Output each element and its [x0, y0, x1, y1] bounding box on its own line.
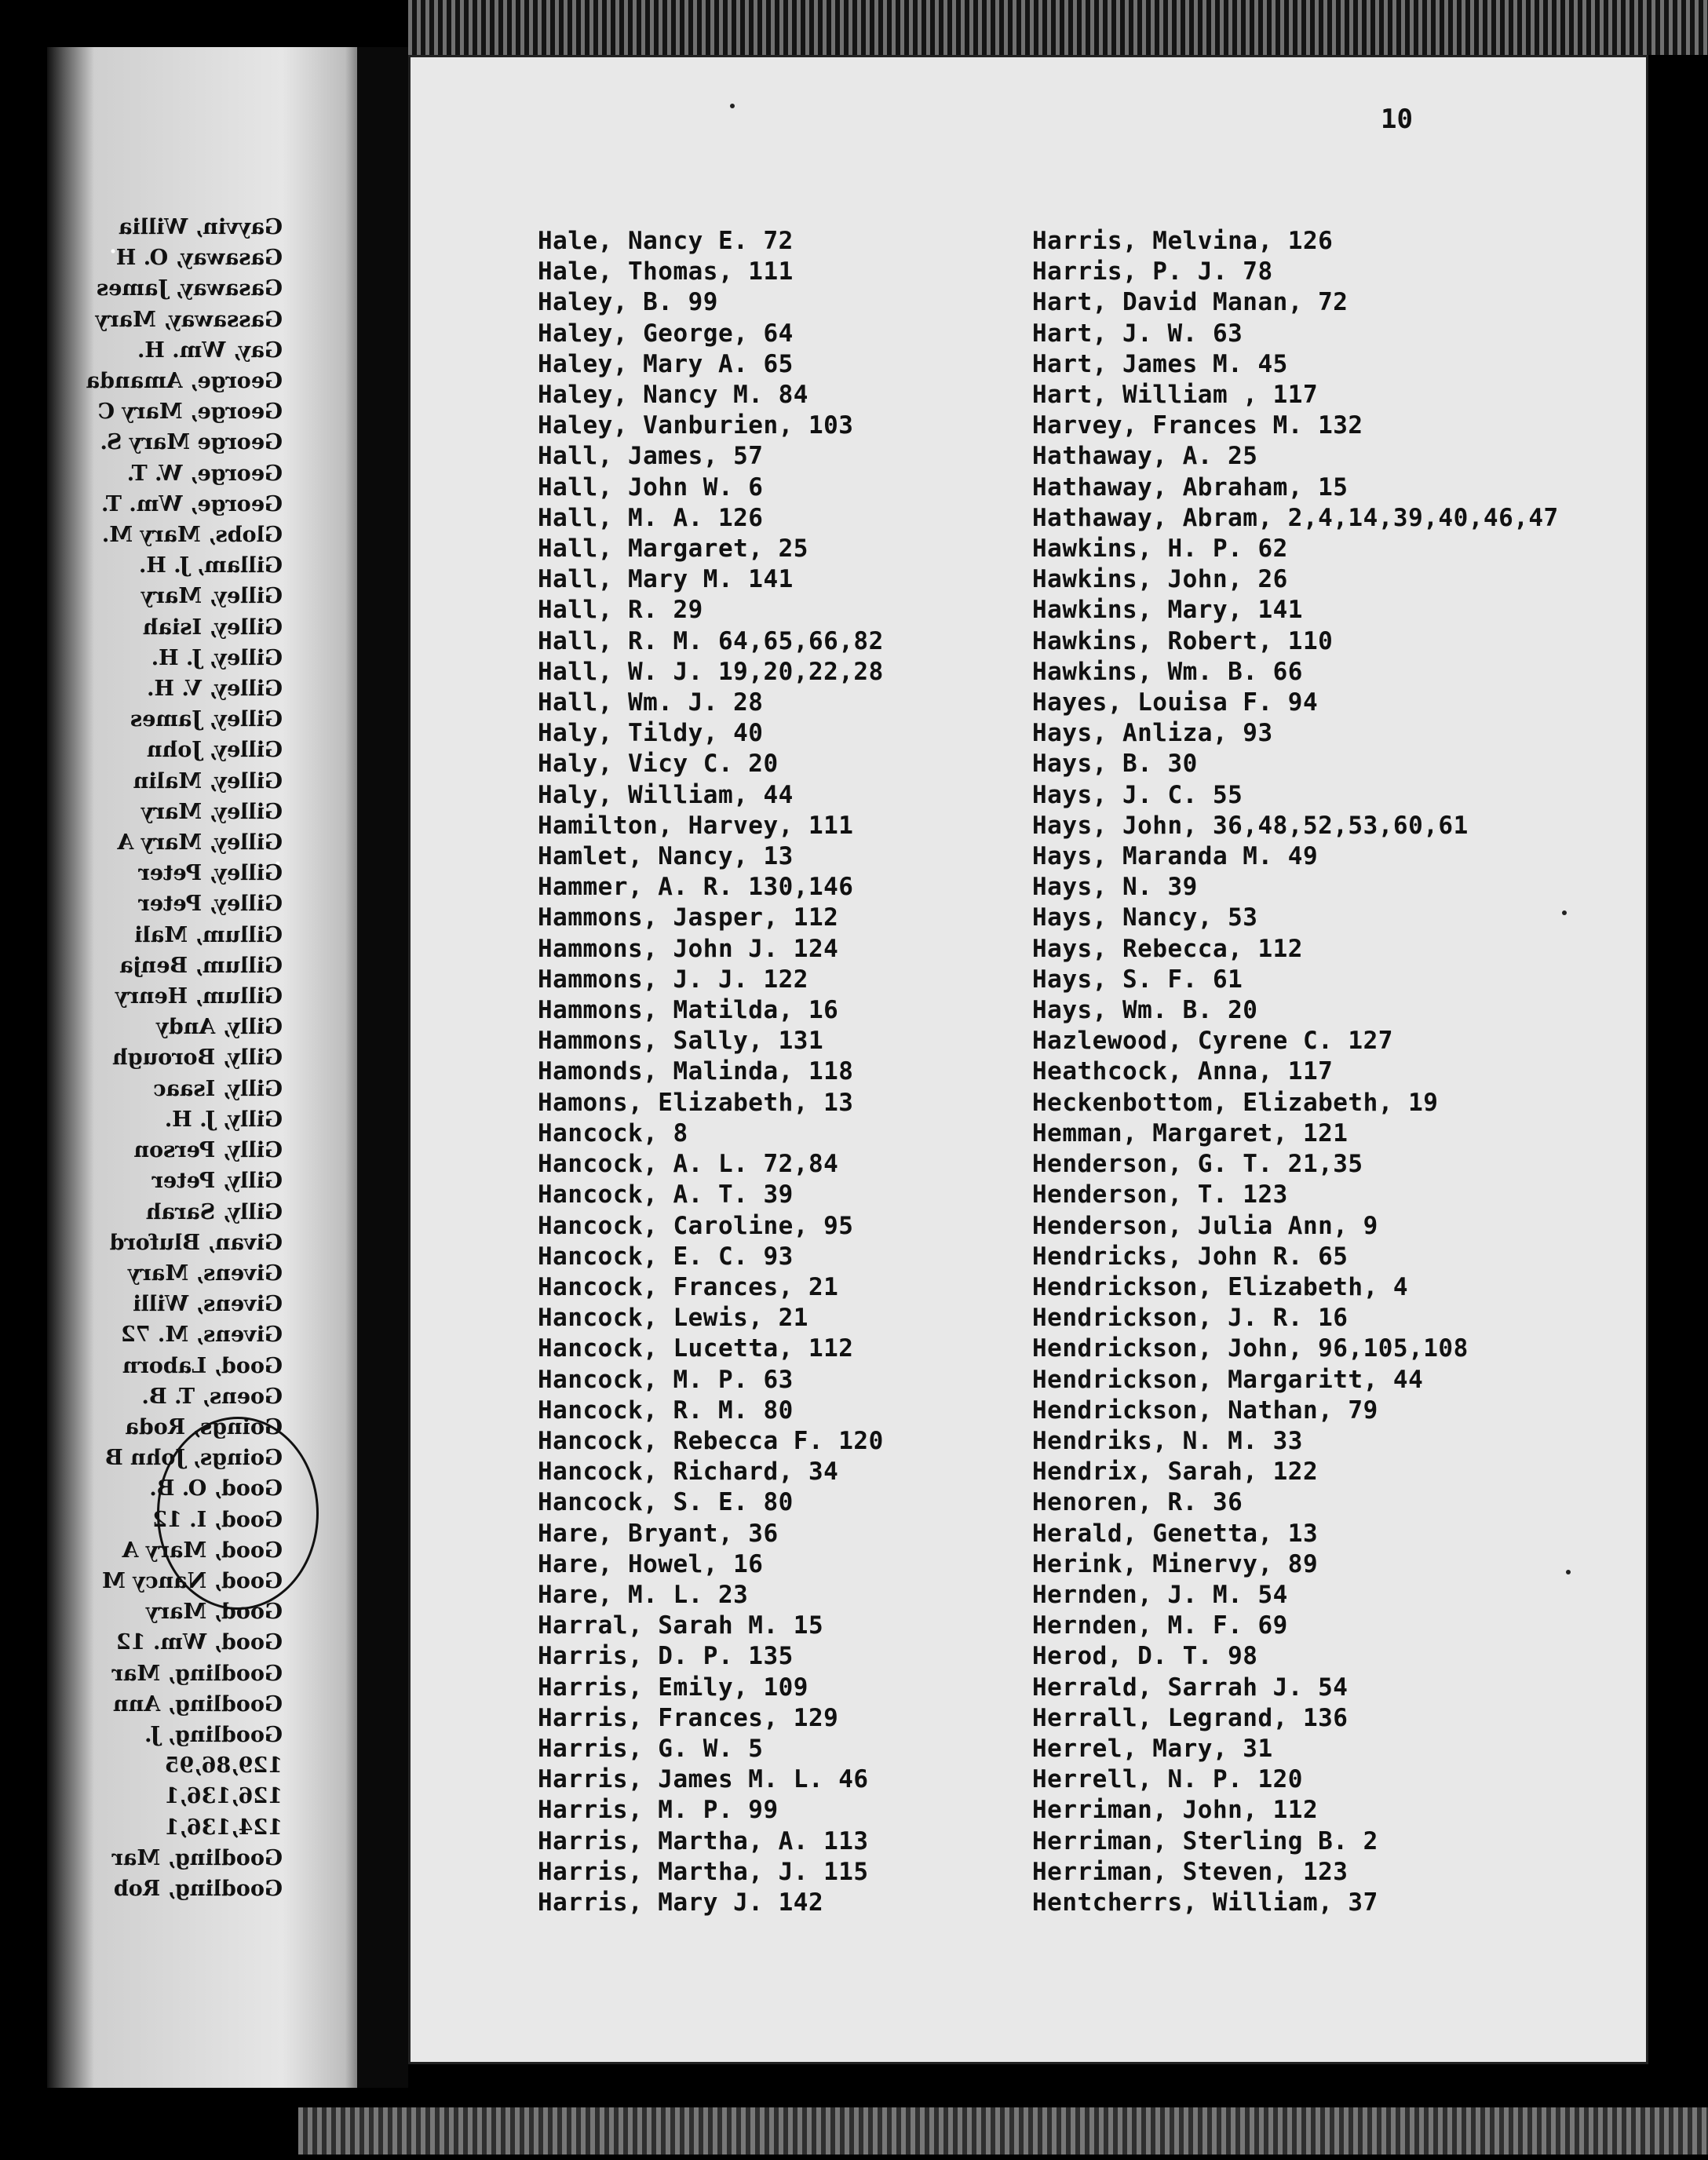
mirrored-line: Goodling, Mar: [111, 1661, 283, 1686]
index-left-entry: Harral, Sarah M. 15: [538, 1611, 824, 1640]
mirrored-line: Goings, John B: [104, 1446, 283, 1471]
mirrored-line: Good, Mary A: [122, 1538, 283, 1563]
index-left-entry: Harris, Mary J. 142: [538, 1888, 824, 1917]
mirrored-line: Gasaway, O. H: [115, 246, 283, 271]
index-left-entry: Hamons, Elizabeth, 13: [538, 1088, 854, 1117]
mirrored-line: George Mary S.: [100, 430, 283, 455]
index-left-entry: Harris, Martha, J. 115: [538, 1857, 869, 1886]
index-right-entry: Hazlewood, Cyrene C. 127: [1032, 1027, 1393, 1056]
mirrored-line: Gilley, Peter: [138, 861, 283, 886]
index-page: [408, 55, 1648, 2064]
index-right-entry: Hart, James M. 45: [1032, 349, 1288, 378]
index-left-entry: Hare, M. L. 23: [538, 1580, 749, 1609]
mirrored-line: Gasaway, James: [96, 276, 283, 301]
index-left-entry: Hancock, S. E. 80: [538, 1488, 794, 1517]
mirrored-line: Good, I. 12: [152, 1507, 283, 1532]
index-left-entry: Harris, James M. L. 46: [538, 1765, 869, 1794]
index-right-entry: Herriman, John, 112: [1032, 1796, 1319, 1825]
mirrored-line: Goodling, J.: [144, 1722, 283, 1747]
index-left-entry: Harris, Martha, A. 113: [538, 1826, 869, 1855]
mirrored-line: Givens, Willi: [133, 1292, 283, 1317]
mirrored-text: [78, 212, 283, 1904]
index-left-entry: Haley, Vanburien, 103: [538, 411, 854, 440]
binding-gutter: [357, 47, 408, 2088]
mirrored-line: George, Wm. T.: [100, 491, 283, 516]
mirrored-line: Gillum, Mali: [134, 922, 283, 947]
index-left-entry: Haley, Nancy M. 84: [538, 381, 808, 410]
mirrored-line: Gilley, J. H.: [151, 645, 283, 670]
index-right-entry: Hendricks, John R. 65: [1032, 1242, 1349, 1271]
index-right-entry: Hays, Anliza, 93: [1032, 719, 1273, 748]
index-right-entry: Hathaway, A. 25: [1032, 442, 1258, 471]
index-left-entry: Hall, R. 29: [538, 596, 703, 625]
index-left-entry: Hammons, John J. 124: [538, 934, 839, 963]
mirrored-line: Good, Wm. 12: [115, 1630, 283, 1655]
index-left-entry: Hancock, Lucetta, 112: [538, 1334, 854, 1363]
index-left-entry: Haly, Tildy, 40: [538, 719, 764, 748]
index-right-entry: Harris, P. J. 78: [1032, 257, 1273, 286]
index-right-entry: Hendrickson, Elizabeth, 4: [1032, 1272, 1409, 1301]
index-right-entry: Harris, Melvina, 126: [1032, 227, 1334, 255]
index-right-entry: Hendrickson, Nathan, 79: [1032, 1396, 1378, 1425]
index-left-entry: Hancock, Caroline, 95: [538, 1211, 854, 1240]
index-right-entry: Henderson, G. T. 21,35: [1032, 1150, 1363, 1179]
index-right-entry: Harvey, Frances M. 132: [1032, 411, 1363, 440]
index-right-entry: Hentcherrs, William, 37: [1032, 1888, 1378, 1917]
index-right-entry: Herrel, Mary, 31: [1032, 1734, 1273, 1763]
index-right-entry: Herrell, N. P. 120: [1032, 1765, 1303, 1794]
index-left-entry: Hancock, Frances, 21: [538, 1272, 839, 1301]
index-right-entry: Heckenbottom, Elizabeth, 19: [1032, 1088, 1439, 1117]
mirrored-line: Gayvin, Willia: [119, 215, 283, 239]
index-right-entry: Hendrix, Sarah, 122: [1032, 1458, 1319, 1487]
mirrored-line: Gilley, Mary: [141, 799, 283, 824]
index-left-entry: Hancock, Richard, 34: [538, 1458, 839, 1487]
index-left-entry: Hancock, Rebecca F. 120: [538, 1426, 884, 1455]
index-left-entry: Haley, B. 99: [538, 288, 718, 317]
mirrored-line: Goodling, Ann: [113, 1691, 283, 1717]
index-right-entry: Hays, S. F. 61: [1032, 965, 1243, 994]
index-right-entry: Herink, Minervy, 89: [1032, 1549, 1319, 1578]
mirrored-line: Globs, Mary M.: [101, 523, 283, 548]
facing-page-bleed: [47, 47, 377, 2088]
index-left-entry: Hammer, A. R. 130,146: [538, 873, 854, 902]
mirrored-line: Gilley, John: [147, 738, 283, 763]
mirrored-line: 129,86,95: [164, 1753, 283, 1779]
index-right-entry: Herriman, Sterling B. 2: [1032, 1826, 1378, 1855]
index-left-entry: Hancock, Lewis, 21: [538, 1304, 808, 1333]
mirrored-line: Gilley, James: [130, 707, 283, 732]
index-left-entry: Hancock, A. T. 39: [538, 1180, 794, 1210]
index-right-entry: Hart, J. W. 63: [1032, 319, 1243, 348]
index-left-entry: Hamilton, Harvey, 111: [538, 811, 854, 840]
ink-speck: [1566, 1570, 1571, 1574]
index-column-right: [1032, 226, 1597, 1918]
scan-top-edge: [408, 0, 1708, 55]
mirrored-line: Gilley, Mary: [141, 584, 283, 609]
index-left-entry: Hall, R. M. 64,65,66,82: [538, 626, 884, 655]
index-right-entry: Hays, Wm. B. 20: [1032, 996, 1258, 1025]
mirrored-line: Good, Mary: [145, 1600, 283, 1625]
mirrored-line: Gilly, J. H.: [164, 1107, 283, 1132]
index-right-entry: Hawkins, John, 26: [1032, 565, 1288, 594]
index-left-entry: Harris, M. P. 99: [538, 1796, 779, 1825]
index-right-entry: Henderson, Julia Ann, 9: [1032, 1211, 1378, 1240]
index-left-entry: Hare, Howel, 16: [538, 1549, 764, 1578]
index-right-entry: Hart, William , 117: [1032, 381, 1319, 410]
scan-bottom-edge: [298, 2107, 1708, 2155]
index-left-entry: Harris, G. W. 5: [538, 1734, 764, 1763]
index-right-entry: Hays, Rebecca, 112: [1032, 934, 1303, 963]
mirrored-line: Gilly, Peter: [151, 1169, 283, 1194]
index-right-entry: Herald, Genetta, 13: [1032, 1519, 1319, 1548]
index-left-entry: Hammons, J. J. 122: [538, 965, 808, 994]
mirrored-line: Good, Nancy M: [102, 1568, 283, 1593]
index-left-entry: Hall, John W. 6: [538, 472, 764, 502]
mirrored-line: Gillum, Henry: [115, 984, 283, 1009]
index-right-entry: Herod, D. T. 98: [1032, 1642, 1258, 1671]
index-left-entry: Hall, James, 57: [538, 442, 764, 471]
index-right-entry: Hernden, M. F. 69: [1032, 1611, 1288, 1640]
index-right-entry: Hathaway, Abram, 2,4,14,39,40,46,47: [1032, 503, 1559, 532]
index-left-entry: Hammons, Sally, 131: [538, 1027, 824, 1056]
mirrored-line: Givens, Mary: [127, 1261, 283, 1286]
mirrored-line: Gilley, Mary A: [117, 830, 283, 856]
mirrored-line: Gassaway, Mary: [95, 307, 283, 332]
mirrored-line: Gilley, V. H.: [147, 677, 283, 702]
mirrored-line: Goodling, Mar: [111, 1845, 283, 1870]
mirrored-line: Gilly, Andy: [156, 1015, 283, 1040]
index-left-entry: Hall, W. J. 19,20,22,28: [538, 657, 884, 686]
index-left-entry: Harris, Emily, 109: [538, 1673, 808, 1702]
index-left-entry: Hamlet, Nancy, 13: [538, 842, 794, 871]
ink-speck: [730, 104, 735, 108]
mirrored-line: Goodling, Rob: [113, 1876, 283, 1901]
index-right-entry: Herrall, Legrand, 136: [1032, 1703, 1349, 1732]
index-right-entry: Henderson, T. 123: [1032, 1180, 1288, 1210]
mirrored-line: George, Amanda: [86, 369, 283, 394]
index-right-entry: Hart, David Manan, 72: [1032, 288, 1349, 317]
index-column-left: [538, 226, 977, 1918]
index-left-entry: Hall, Wm. J. 28: [538, 688, 764, 717]
index-left-entry: Haly, William, 44: [538, 780, 794, 809]
index-right-entry: Hernden, J. M. 54: [1032, 1580, 1288, 1609]
index-left-entry: Hamonds, Malinda, 118: [538, 1057, 854, 1086]
index-left-entry: Hancock, M. P. 63: [538, 1365, 794, 1394]
index-left-entry: Haley, Mary A. 65: [538, 349, 794, 378]
index-left-entry: Harris, D. P. 135: [538, 1642, 794, 1671]
mirrored-line: 126,136,1: [164, 1784, 283, 1809]
index-right-entry: Hendriks, N. M. 33: [1032, 1426, 1303, 1455]
mirrored-line: Givens, M. 72: [120, 1323, 283, 1348]
mirrored-line: Gilley, Malin: [133, 768, 283, 794]
index-right-entry: Hendrickson, Margaritt, 44: [1032, 1365, 1424, 1394]
index-left-entry: Hall, M. A. 126: [538, 503, 764, 532]
index-left-entry: Hale, Thomas, 111: [538, 257, 794, 286]
index-left-entry: Hale, Nancy E. 72: [538, 227, 794, 255]
mirrored-line: Gilley, Peter: [138, 892, 283, 917]
index-left-entry: Hare, Bryant, 36: [538, 1519, 779, 1548]
index-left-entry: Hall, Mary M. 141: [538, 565, 794, 594]
index-right-entry: Hays, J. C. 55: [1032, 780, 1243, 809]
index-right-entry: Hemman, Margaret, 121: [1032, 1118, 1349, 1148]
index-right-entry: Hendrickson, J. R. 16: [1032, 1304, 1349, 1333]
index-left-entry: Hammons, Matilda, 16: [538, 996, 839, 1025]
index-right-entry: Hays, John, 36,48,52,53,60,61: [1032, 811, 1469, 840]
hand-drawn-circle: [157, 1417, 319, 1610]
index-right-entry: Heathcock, Anna, 117: [1032, 1057, 1334, 1086]
index-right-entry: Hays, Nancy, 53: [1032, 903, 1258, 932]
index-right-entry: Hawkins, H. P. 62: [1032, 535, 1288, 564]
index-left-entry: Harris, Frances, 129: [538, 1703, 839, 1732]
index-left-entry: Hancock, R. M. 80: [538, 1396, 794, 1425]
index-right-entry: Hawkins, Wm. B. 66: [1032, 657, 1303, 686]
index-right-entry: Hays, B. 30: [1032, 750, 1198, 779]
index-right-entry: Herrald, Sarrah J. 54: [1032, 1673, 1349, 1702]
mirrored-line: Gilly, Person: [133, 1138, 283, 1163]
index-right-entry: Herriman, Steven, 123: [1032, 1857, 1349, 1886]
mirrored-line: Goings, Roda: [125, 1414, 283, 1439]
index-left-entry: Hancock, A. L. 72,84: [538, 1150, 839, 1179]
mirrored-line: Good, O. B.: [149, 1476, 283, 1501]
mirrored-line: Gilly, Sarah: [145, 1199, 283, 1224]
page-number: 10: [1381, 104, 1413, 135]
index-left-entry: Hammons, Jasper, 112: [538, 903, 839, 932]
mirrored-line: Gillum, Benja: [119, 953, 283, 978]
index-right-entry: Hays, N. 39: [1032, 873, 1198, 902]
ink-speck: [1562, 910, 1567, 915]
index-left-entry: Hancock, 8: [538, 1118, 688, 1148]
mirrored-line: Gilley, Isiah: [142, 615, 283, 640]
index-right-entry: Hendrickson, John, 96,105,108: [1032, 1334, 1469, 1363]
index-right-entry: Hathaway, Abraham, 15: [1032, 472, 1349, 502]
mirrored-line: Good, Laborn: [122, 1353, 283, 1378]
index-right-entry: Henoren, R. 36: [1032, 1488, 1243, 1517]
index-left-entry: Haly, Vicy C. 20: [538, 750, 779, 779]
mirrored-line: 124,136,1: [164, 1815, 283, 1840]
mirrored-line: Goens, T. B.: [141, 1384, 283, 1409]
mirrored-line: Gay, Wm. H.: [137, 338, 283, 363]
index-left-entry: Hall, Margaret, 25: [538, 535, 808, 564]
index-left-entry: Hancock, E. C. 93: [538, 1242, 794, 1271]
mirrored-line: Givan, Bluford: [109, 1230, 283, 1255]
mirrored-line: George, Mary C: [97, 400, 283, 425]
index-right-entry: Hawkins, Mary, 141: [1032, 596, 1303, 625]
mirrored-line: Gilly, Isaac: [153, 1076, 283, 1101]
index-right-entry: Hays, Maranda M. 49: [1032, 842, 1319, 871]
index-left-entry: Haley, George, 64: [538, 319, 794, 348]
mirrored-line: Gillam, J. H.: [138, 553, 283, 578]
mirrored-line: George, W. T.: [126, 461, 283, 486]
index-right-entry: Hayes, Louisa F. 94: [1032, 688, 1319, 717]
mirrored-line: Gilly, Borough: [112, 1045, 283, 1071]
index-right-entry: Hawkins, Robert, 110: [1032, 626, 1334, 655]
